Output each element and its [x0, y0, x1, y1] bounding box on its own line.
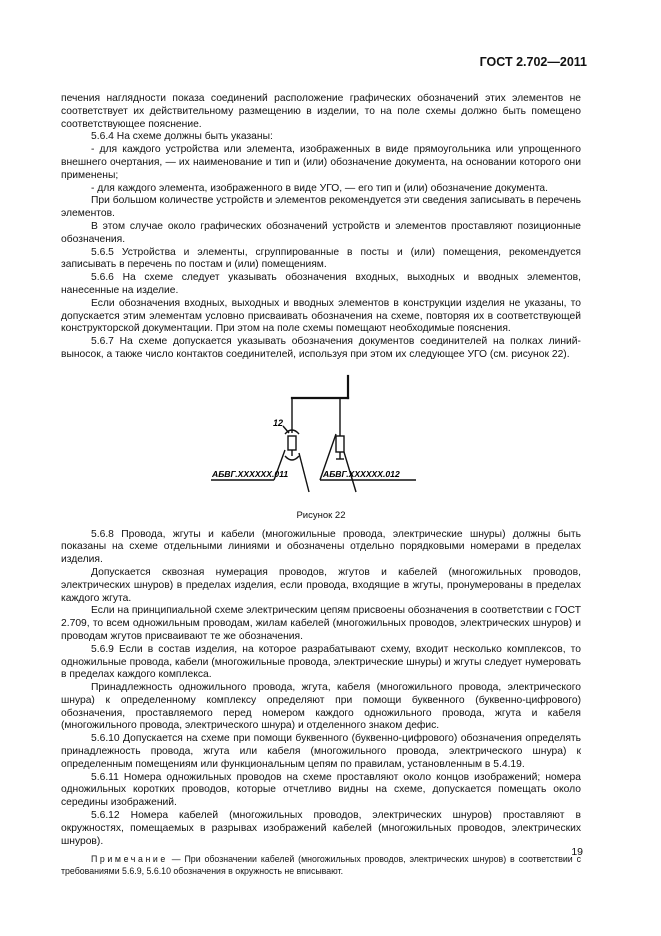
paragraph: 5.6.4 На схеме должны быть указаны:: [91, 131, 273, 143]
contact-count-label: 12: [273, 417, 284, 428]
left-plug-arc: [285, 456, 299, 460]
left-leader-line-2: [299, 453, 309, 492]
doc-label-right: АБВГ.ХХХХХХ.012: [323, 468, 400, 479]
paragraph: печения наглядности показа соединений расположение графических обозначений этих элементов не соответствует их действительному размещению в изделии, то на поле схемы должно быть помещено соответствующее пояснение.: [61, 93, 581, 130]
paragraph: Принадлежность одножильного провода, жгута, кабеля (многожильного провода, электрического шнура) к определенному комплексу определяют при помощи буквенного (буквенно-цифрового) обозначения, проставляемого перед номером каждого одножильного провода, жгута и кабеля (многожильного провода, электрического шнура) и отделенного знаком дефис.: [61, 682, 581, 732]
paragraph: Если на принципиальной схеме электрическим цепям присвоены обозначения в соответствии с ГОСТ 2.709, то всем одножильным проводам, жилам кабелей (многожильных проводов, электрических шнуров) и проводам жгутов присваивают те же обозначения.: [61, 605, 581, 642]
right-connector-body: [336, 436, 344, 452]
figure-caption: Рисунок 22: [296, 509, 346, 521]
paragraph: 5.6.11 Номера одножильных проводов на схеме проставляют около концов изображений; номера одножильных коротких проводов, которые отчетливо видны на схеме, допускается помещать около середины изображений.: [61, 771, 581, 809]
paragraph: В этом случае около графических обозначений устройств и элементов проставляют позиционные обозначения.: [61, 220, 581, 245]
paragraph: При большом количестве устройств и элементов рекомендуется эти сведения записывать в перечень элементов.: [61, 195, 581, 220]
figure-22: [61, 364, 581, 504]
paragraph: 5.6.5 Устройства и элементы, сгруппированные в посты и (или) помещения, рекомендуется записывать в перечень по постам и (или) помещениям.: [61, 246, 581, 271]
note: [61, 854, 581, 877]
note-label: Примечание: [91, 854, 168, 865]
paragraph: 5.6.9 Если в состав изделия, на которое разрабатывают схему, входит несколько комплексов, то одножильные провода, кабели (многожильные провода, электрические шнуры) и жгуты следует нумеровать в пределах каждого комплекса.: [61, 643, 581, 681]
paragraph: 5.6.7 На схеме допускается указывать обозначения документов соединителей на полках линий-выносок, а также число контактов соединителей, используя при этом их следующее УГО (см. рисунок 22).: [61, 336, 581, 360]
connector-diagram: [61, 364, 581, 504]
doc-label-left: АБВГ.ХХХХХХ.011: [212, 468, 289, 479]
paragraph: - для каждого устройства или элемента, изображенных в виде прямоугольника или упрощенного внешнего очертания, — их наименование и тип и (или) обозначение документа, на основании которого они применены;: [61, 144, 581, 181]
page-number: 19: [571, 846, 583, 858]
paragraph: 5.6.8 Провода, жгуты и кабели (многожильные провода, электрические шнуры) должны быть показаны на схеме отдельными линиями и обозначены отдельно порядковыми номерами в пределах изделия.: [61, 528, 581, 566]
left-connector-body: [288, 436, 296, 450]
paragraph: - для каждого элемента, изображенного в виде УГО, — его тип и (или) обозначение документа.: [91, 182, 549, 194]
document-header: ГОСТ 2.702—2011: [479, 55, 587, 69]
note-text: — При обозначении кабелей (многожильных проводов, электрических шнуров) в соответствии с требованиями 5.6.9, 5.6.10 обозначения в окружность не вписывают.: [61, 854, 581, 876]
paragraph: Если обозначения входных, выходных и вводных элементов в конструкции изделия не указаны, то допускается этим элементам условно присваивать обозначения на схеме, повторяя их в соответствующей конструкторской документации. При этом на поле схемы помещают необходимые пояснения.: [61, 297, 581, 335]
contact-count-leader: [283, 426, 289, 433]
document-body: [61, 93, 581, 877]
paragraph: 5.6.10 Допускается на схеме при помощи буквенного (буквенно-цифрового) обозначения определять принадлежность провода, жгута или кабеля (многожильного провода, электрического шнура) к определенным помещениям или функциональным цепям по правилам, установленным в 5.4.19.: [61, 733, 581, 770]
paragraph: Допускается сквозная нумерация проводов, жгутов и кабелей (многожильных проводов, электрических шнуров) в пределах изделия, если провода, входящие в жгуты, пронумерованы в пределах каждого жгута.: [61, 566, 581, 604]
paragraph: 5.6.6 На схеме следует указывать обозначения входных, выходных и вводных элементов, нанесенные на изделие.: [61, 272, 581, 296]
paragraph: 5.6.12 Номера кабелей (многожильных проводов, электрических шнуров) проставляют в окружностях, помещаемых в разрывах изображений кабелей (многожильных проводов, электрических шнуров).: [61, 810, 581, 847]
